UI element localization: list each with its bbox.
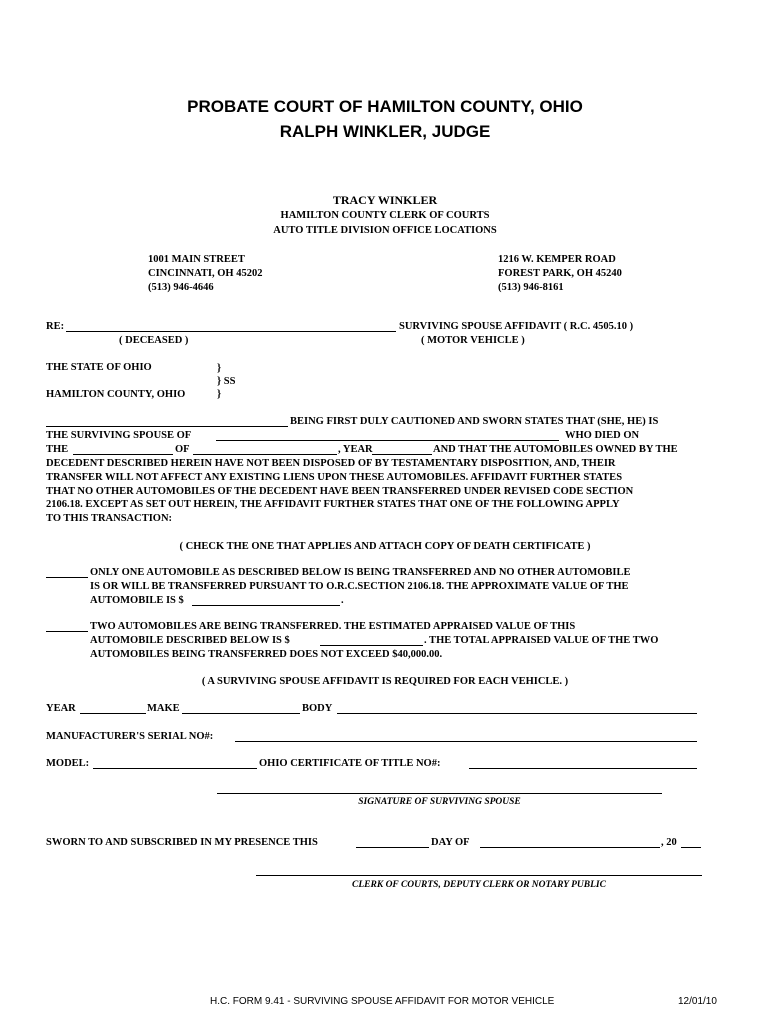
sworn-month-field[interactable]	[480, 847, 660, 848]
serial-label: MANUFACTURER'S SERIAL NO#:	[46, 731, 214, 742]
deceased-label: ( DECEASED )	[119, 335, 189, 346]
office-left-phone: (513) 946-4646	[148, 282, 214, 293]
option-1-checkbox[interactable]	[46, 577, 88, 578]
body-line-4: DECEDENT DESCRIBED HEREIN HAVE NOT BEEN DISPOSED OF BY TESTAMENTARY DISPOSITION, AND, THEIR	[46, 458, 616, 469]
model-label: MODEL:	[46, 758, 90, 769]
re-label: RE:	[46, 321, 65, 332]
sworn-year-field[interactable]	[681, 847, 701, 848]
option-2-line-3: AUTOMOBILES BEING TRANSFERRED DOES NOT EXCEED $40,000.00.	[90, 649, 443, 660]
option-1-line-3b: .	[341, 595, 344, 606]
option-1-line-3a: AUTOMOBILE IS $	[90, 595, 184, 606]
each-vehicle-note: ( A SURVIVING SPOUSE AFFIDAVIT IS REQUIRED FOR EACH VEHICLE. )	[201, 676, 569, 687]
option-1-value-field[interactable]	[192, 605, 340, 606]
signature-label: SIGNATURE OF SURVIVING SPOUSE	[358, 797, 521, 807]
court-title: PROBATE COURT OF HAMILTON COUNTY, OHIO	[187, 97, 583, 116]
option-1-line-1: ONLY ONE AUTOMOBILE AS DESCRIBED BELOW IS BEING TRANSFERRED AND NO OTHER AUTOMOBILE	[90, 567, 631, 578]
clerk-label: CLERK OF COURTS, DEPUTY CLERK OR NOTARY PUBLIC	[352, 880, 606, 890]
sworn-text: SWORN TO AND SUBSCRIBED IN MY PRESENCE THIS	[46, 837, 318, 848]
footer-form: H.C. FORM 9.41 - SURVIVING SPOUSE AFFIDAVIT FOR MOTOR VEHICLE	[210, 996, 555, 1007]
title-no-field[interactable]	[469, 768, 697, 769]
spouse-name-field[interactable]	[216, 440, 559, 441]
division-title: AUTO TITLE DIVISION OFFICE LOCATIONS	[273, 225, 497, 236]
venue-brace-1: }	[217, 363, 222, 374]
body-line-1: BEING FIRST DULY CAUTIONED AND SWORN STATES THAT (SHE, HE) IS	[290, 416, 659, 427]
body-line-8: TO THIS TRANSACTION:	[46, 513, 173, 524]
judge-title: RALPH WINKLER, JUDGE	[279, 122, 491, 141]
body-line-3d: AND THAT THE AUTOMOBILES OWNED BY THE	[433, 444, 678, 455]
death-month-field[interactable]	[193, 454, 337, 455]
office-left-street: 1001 MAIN STREET	[148, 254, 245, 265]
venue-state: THE STATE OF OHIO	[46, 362, 152, 373]
option-2-line-2a: AUTOMOBILE DESCRIBED BELOW IS $	[90, 635, 290, 646]
year-field[interactable]	[80, 713, 146, 714]
footer-date: 12/01/10	[678, 996, 717, 1007]
make-field[interactable]	[182, 713, 300, 714]
form-title: SURVIVING SPOUSE AFFIDAVIT ( R.C. 4505.10 )	[399, 321, 634, 332]
signature-line[interactable]	[217, 793, 662, 794]
motor-vehicle-label: ( MOTOR VEHICLE )	[421, 335, 525, 346]
affiant-name-field[interactable]	[46, 426, 288, 427]
re-deceased-field[interactable]	[66, 331, 396, 332]
clerk-signature-line[interactable]	[256, 875, 702, 876]
check-instruction: ( CHECK THE ONE THAT APPLIES AND ATTACH COPY OF DEATH CERTIFICATE )	[179, 541, 591, 552]
option-2-line-2b: . THE TOTAL APPRAISED VALUE OF THE TWO	[424, 635, 659, 646]
make-label: MAKE	[147, 703, 180, 714]
option-2-line-1: TWO AUTOMOBILES ARE BEING TRANSFERRED. THE ESTIMATED APPRAISED VALUE OF THIS	[90, 621, 576, 632]
body-line-6: THAT NO OTHER AUTOMOBILES OF THE DECEDENT HAVE BEEN TRANSFERRED UNDER REVISED CODE SECTION	[46, 486, 634, 497]
body-line-3c: , YEAR	[338, 444, 373, 455]
office-right-city: FOREST PARK, OH 45240	[498, 268, 622, 279]
year-prefix-label: , 20	[661, 837, 677, 848]
body-field[interactable]	[337, 713, 697, 714]
venue-county: HAMILTON COUNTY, OHIO	[46, 389, 186, 400]
option-1-line-2: IS OR WILL BE TRANSFERRED PURSUANT TO O.R.C.SECTION 2106.18. THE APPROXIMATE VALUE OF THE	[90, 581, 629, 592]
title-no-label: OHIO CERTIFICATE OF TITLE NO#:	[259, 758, 441, 769]
body-line-7: 2106.18. EXCEPT AS SET OUT HEREIN, THE AFFIDAVIT FURTHER STATES THAT ONE OF THE FOLLOWING APPLY	[46, 499, 620, 510]
body-line-3a: THE	[46, 444, 69, 455]
clerk-name: TRACY WINKLER	[332, 193, 438, 207]
option-2-checkbox[interactable]	[46, 631, 88, 632]
office-left-city: CINCINNATI, OH 45202	[148, 268, 263, 279]
death-year-field[interactable]	[372, 454, 432, 455]
body-line-3b: OF	[175, 444, 190, 455]
sworn-day-field[interactable]	[356, 847, 429, 848]
death-day-field[interactable]	[73, 454, 173, 455]
year-label: YEAR	[46, 703, 76, 714]
model-field[interactable]	[93, 768, 257, 769]
office-right-street: 1216 W. KEMPER ROAD	[498, 254, 616, 265]
day-of-label: DAY OF	[431, 837, 470, 848]
office-right-phone: (513) 946-8161	[498, 282, 564, 293]
body-label: BODY	[302, 703, 333, 714]
clerk-title: HAMILTON COUNTY CLERK OF COURTS	[280, 210, 490, 221]
venue-brace-ss: } SS	[217, 376, 236, 387]
body-line-2a: THE SURVIVING SPOUSE OF	[46, 430, 192, 441]
option-2-value-field[interactable]	[320, 645, 423, 646]
body-line-5: TRANSFER WILL NOT AFFECT ANY EXISTING LIENS UPON THESE AUTOMOBILES. AFFIDAVIT FURTHER STATES	[46, 472, 623, 483]
body-line-2b: WHO DIED ON	[565, 430, 640, 441]
venue-brace-3: }	[217, 389, 222, 400]
serial-field[interactable]	[235, 741, 697, 742]
